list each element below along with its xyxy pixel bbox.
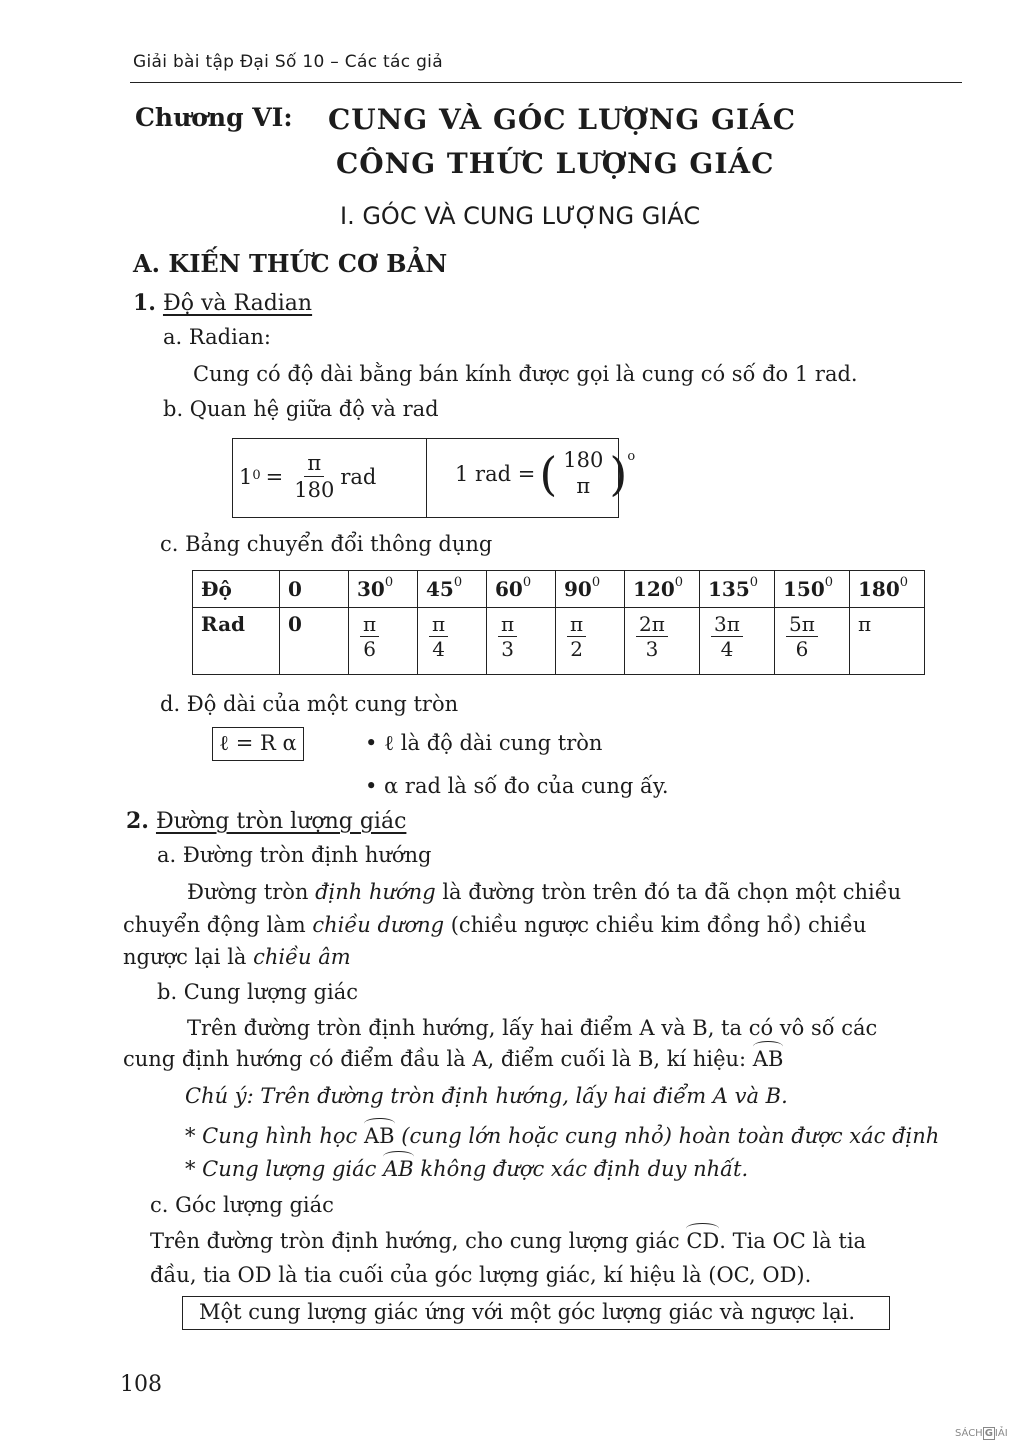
running-header: Giải bài tập Đại Số 10 – Các tác giả — [133, 52, 443, 72]
key-statement: Một cung lượng giác ứng với một góc lượng giác và ngược lại. — [199, 1300, 855, 1324]
table-cell: $\frac{\pi}{2}$ — [556, 608, 625, 675]
table-row-degrees — [193, 571, 925, 608]
arc-length-bullet-1: • ℓ là độ dài cung tròn — [365, 731, 603, 755]
trig-arc-label: b. Cung lượng giác — [157, 980, 358, 1004]
table-cell: $135^0$ — [700, 571, 775, 608]
trig-arc-para-l1: Trên đường tròn định hướng, lấy hai điểm A và B, ta có vô số các — [187, 1016, 878, 1040]
oriented-circle-para-l2: chuyển động làm chiều dương (chiều ngược chiều kim đồng hồ) chiều — [123, 913, 867, 937]
chapter-label: Chương VI: — [135, 103, 293, 132]
page-number: 108 — [120, 1372, 162, 1397]
rad-to-degree-formula: 1 rad = ( 180 π ) o — [455, 447, 636, 501]
oriented-circle-para-l1: Đường tròn định hướng là đường tròn trên đó ta đã chọn một chiều — [187, 880, 902, 904]
table-cell: 0 — [280, 608, 349, 675]
relation-label: b. Quan hệ giữa độ và rad — [163, 397, 439, 421]
arc-length-bullet-2: • α rad là số đo của cung ấy. — [365, 774, 669, 798]
table-cell: $60^0$ — [487, 571, 556, 608]
arc-symbol-ab: AB — [752, 1047, 784, 1071]
degree-to-rad-formula: 1 0 = $\frac{\pi}{180}$ rad — [239, 451, 377, 503]
key-statement-box — [182, 1296, 890, 1330]
formula-divider — [426, 439, 427, 517]
table-cell: $\frac{\pi}{3}$ — [487, 608, 556, 675]
table-head-rad: Rad — [193, 608, 280, 675]
watermark-logo: SÁCH G IẢI — [955, 1428, 1008, 1439]
chapter-title-line1: CUNG VÀ GÓC LƯỢNG GIÁC — [328, 103, 797, 136]
header-rule — [130, 82, 962, 83]
oriented-circle-label: a. Đường tròn định hướng — [157, 843, 432, 867]
oriented-circle-para-l3: ngược lại là chiều âm — [123, 945, 351, 969]
table-cell: $45^0$ — [418, 571, 487, 608]
section-title: I. GÓC VÀ CUNG LƯỢNG GIÁC — [340, 202, 701, 230]
trig-angle-para-l2: đầu, tia OD là tia cuối của góc lượng giác, kí hiệu là (OC, OD). — [150, 1263, 812, 1287]
arc-length-formula-box — [212, 727, 304, 761]
radian-label: a. Radian: — [163, 325, 271, 349]
conversion-formula-box — [232, 438, 636, 518]
table-label: c. Bảng chuyển đổi thông dụng — [160, 532, 493, 556]
arc-length-label: d. Độ dài của một cung tròn — [160, 692, 459, 716]
conversion-table — [192, 570, 925, 675]
table-cell: $\frac{2\pi}{3}$ — [625, 608, 700, 675]
table-cell: 0 — [280, 571, 349, 608]
trig-angle-para-l1: Trên đường tròn định hướng, cho cung lượng giác CD. Tia OC là tia — [150, 1229, 867, 1253]
chapter-title-line2: CÔNG THỨC LƯỢNG GIÁC — [336, 147, 775, 180]
note-line-1: Chú ý: Trên đường tròn định hướng, lấy hai điểm A và B. — [185, 1084, 788, 1108]
subsection-1-heading: 1. Độ và Radian — [133, 290, 313, 316]
table-cell: $\frac{3\pi}{4}$ — [700, 608, 775, 675]
table-cell: $120^0$ — [625, 571, 700, 608]
table-cell: $\frac{\pi}{4}$ — [418, 608, 487, 675]
table-cell: $90^0$ — [556, 571, 625, 608]
trig-angle-label: c. Góc lượng giác — [150, 1193, 334, 1217]
table-cell: π — [850, 608, 925, 675]
table-cell: $\frac{\pi}{6}$ — [349, 608, 418, 675]
table-cell: $150^0$ — [775, 571, 850, 608]
table-cell: $30^0$ — [349, 571, 418, 608]
arc-length-formula: ℓ = R α — [219, 731, 297, 755]
table-row-radians — [193, 608, 925, 675]
table-cell: $\frac{5\pi}{6}$ — [775, 608, 850, 675]
trig-arc-para-l2: cung định hướng có điểm đầu là A, điểm cuối là B, kí hiệu: AB — [123, 1047, 784, 1071]
note-line-3: * Cung lượng giác AB không được xác định duy nhất. — [185, 1157, 749, 1181]
table-head-deg: Độ — [193, 571, 280, 608]
subsection-2-heading: 2. Đường tròn lượng giác — [126, 808, 407, 834]
note-line-2: * Cung hình học AB (cung lớn hoặc cung nhỏ) hoàn toàn được xác định — [185, 1124, 940, 1148]
table-cell: $180^0$ — [850, 571, 925, 608]
part-a-heading: A. KIẾN THỨC CƠ BẢN — [133, 249, 448, 278]
radian-definition: Cung có độ dài bằng bán kính được gọi là cung có số đo 1 rad. — [193, 362, 858, 386]
